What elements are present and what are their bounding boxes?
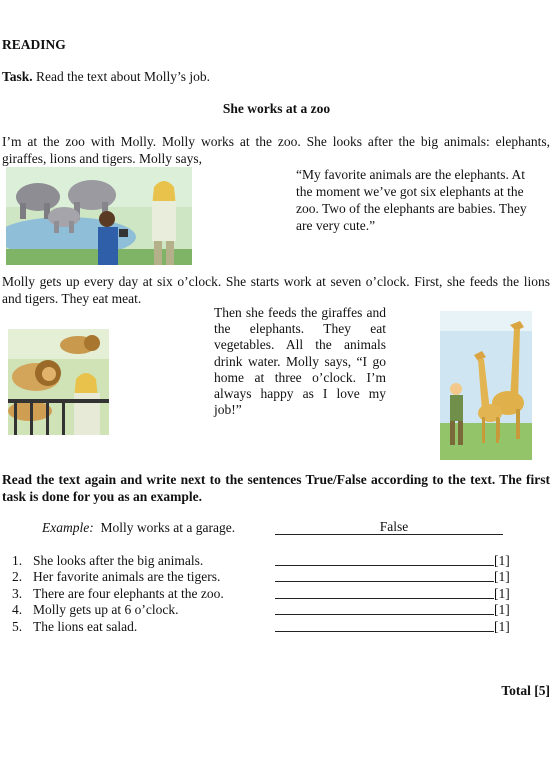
task-label: Task. — [2, 69, 33, 84]
question-mark: [1] — [494, 602, 510, 618]
answer-line[interactable] — [275, 614, 494, 615]
question-mark: [1] — [494, 585, 510, 601]
example-label: Example: — [42, 520, 94, 535]
question-text: She looks after the big animals. — [33, 553, 204, 568]
feeding-paragraph: Then she feeds the giraffes and the elephants. They eat vegetables. All the animals drink water. Molly says, “I go home at three o’clock. I’m always happy as I love my job!” — [214, 305, 386, 418]
question-row — [12, 553, 512, 569]
giraffes-illustration — [440, 311, 532, 460]
text-title: She works at a zoo — [222, 101, 331, 116]
elephants-illustration — [6, 167, 192, 265]
question-text: Molly gets up at 6 o’clock. — [33, 602, 179, 618]
intro-paragraph: I’m at the zoo with Molly. Molly works at the zoo. She looks after the big animals: elephants, giraffes, lions and tigers. Molly says, — [2, 134, 550, 166]
answer-line[interactable] — [275, 581, 494, 582]
total-score — [490, 683, 550, 699]
question-row — [12, 569, 512, 585]
example-answer: False — [275, 520, 503, 535]
question-text: There are four elephants at the zoo. — [33, 585, 224, 601]
question-row — [12, 586, 512, 602]
question-mark: [1] — [494, 569, 510, 585]
question-number: 4. — [12, 602, 23, 618]
molly-quote-elephants: “My favorite animals are the elephants. At the moment we’ve got six elephants at the zoo. Two of the elephants are babies. They are very cute.” — [296, 167, 527, 233]
lions-illustration — [8, 329, 109, 435]
task-text: Read the text about Molly’s job. — [32, 69, 211, 84]
question-number: 1. — [12, 553, 23, 568]
question-text: The lions eat salad. — [33, 618, 138, 634]
question-row — [12, 602, 512, 618]
question-mark: [1] — [494, 553, 510, 568]
example-text: Molly works at a garage. — [100, 520, 236, 535]
question-row — [12, 619, 512, 635]
example-sentence — [42, 520, 235, 536]
exercise-instruction: Read the text again and write next to the sentences True/False according to the text. The first task is done for you as an example. — [2, 472, 550, 504]
answer-line[interactable] — [275, 631, 494, 632]
total-value: [5] — [534, 683, 550, 698]
question-number: 2. — [12, 569, 23, 585]
total-label: Total — [501, 683, 531, 698]
answer-line[interactable] — [275, 598, 494, 599]
answer-line[interactable] — [275, 565, 494, 566]
task-instruction — [2, 69, 542, 85]
question-number: 3. — [12, 585, 23, 601]
question-number: 5. — [12, 618, 23, 634]
question-text: Her favorite animals are the tigers. — [33, 569, 221, 585]
daily-routine-paragraph: Molly gets up every day at six o’clock. She starts work at seven o’clock. First, she feeds the lions and tigers. They eat meat. — [2, 274, 550, 306]
section-heading: READING — [2, 37, 66, 52]
question-list — [12, 553, 512, 635]
question-mark: [1] — [494, 618, 510, 634]
